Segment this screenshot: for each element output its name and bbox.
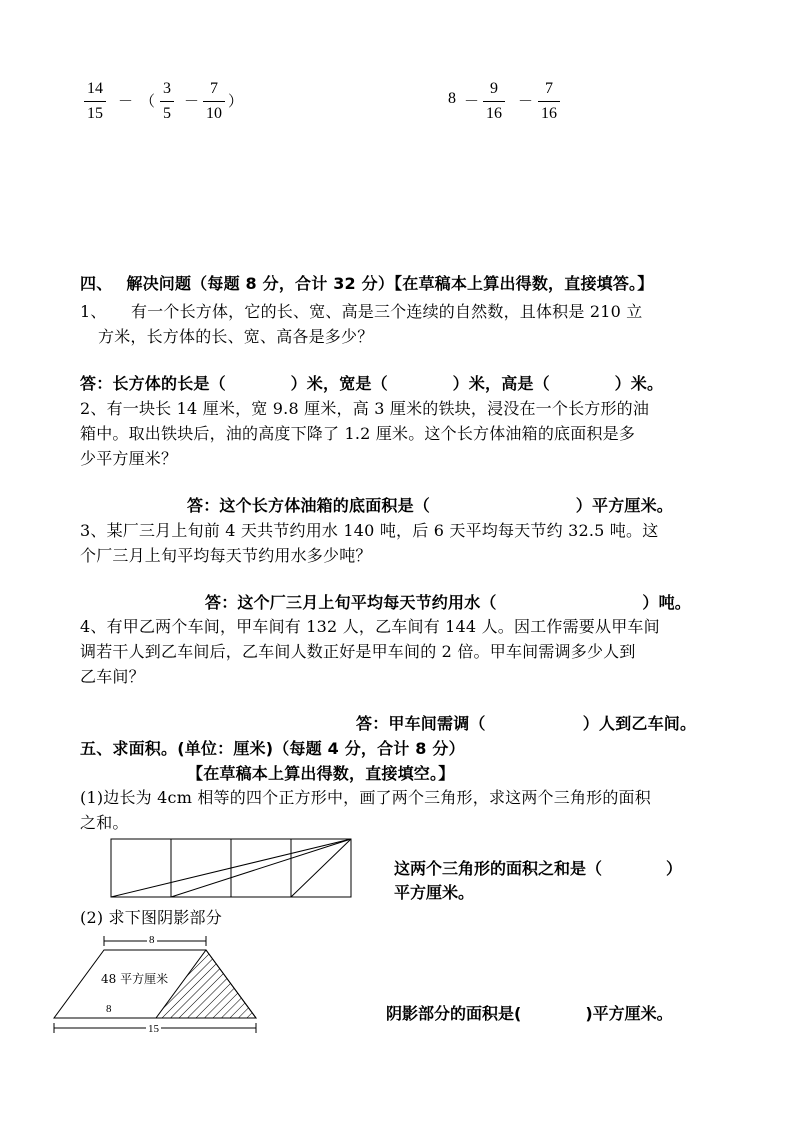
fraction-bar <box>483 101 505 102</box>
denominator: 16 <box>541 105 557 122</box>
p1-answer-line1: 这两个三角形的面积之和是（ ） <box>394 859 683 878</box>
q4-line1: 4、有甲乙两个车间，甲车间有 132 人，乙车间有 144 人。因工作需要从甲车间 <box>80 617 660 636</box>
numerator: 9 <box>490 80 498 97</box>
triangle-edge <box>291 839 351 897</box>
top-length-label: 8 <box>149 934 155 946</box>
numerator: 7 <box>545 80 553 97</box>
numerator: 7 <box>210 80 218 97</box>
section5-heading: 五、求面积。(单位：厘米)（每题 4 分，合计 8 分） <box>80 739 465 758</box>
fraction-3-5 <box>160 80 174 123</box>
fraction-bar <box>160 101 174 102</box>
bottom-length-label: 15 <box>148 1023 159 1035</box>
minus-sign: － <box>118 94 134 110</box>
fraction-14-15 <box>84 80 106 123</box>
fraction-7-16 <box>538 80 560 123</box>
numerator: 14 <box>87 80 103 97</box>
section5-subheading: 【在草稿本上算出得数，直接填空。】 <box>187 764 455 783</box>
left-paren: （ <box>140 94 156 110</box>
minus-sign: － <box>518 94 534 110</box>
q3-line1: 3、某厂三月上旬前 4 天共节约用水 140 吨，后 6 天平均每天节约 32.5 吨。这 <box>80 521 659 540</box>
q2-line2: 箱中。取出铁块后，油的高度下降了 1.2 厘米。这个长方体油箱的底面积是多 <box>80 424 636 443</box>
fraction-bar <box>203 101 225 102</box>
four-squares-figure <box>108 836 356 900</box>
q2-answer: 答：这个长方体油箱的底面积是（ ）平方厘米。 <box>187 496 674 515</box>
triangle-edge <box>171 839 351 897</box>
section4-heading: 四、 解决问题（每题 8 分，合计 32 分）【在草稿本上算出得数，直接填答。】 <box>80 274 654 293</box>
q3-answer: 答：这个厂三月上旬平均每天节约用水（ ）吨。 <box>205 593 692 612</box>
minus-sign: － <box>464 94 480 110</box>
fraction-bar <box>84 101 106 102</box>
whole-number: 8 <box>448 90 456 107</box>
q2-line3: 少平方厘米？ <box>80 449 178 468</box>
fraction-7-10 <box>203 80 225 123</box>
fraction-bar <box>538 101 560 102</box>
denominator: 15 <box>87 105 103 122</box>
q4-line3: 乙车间？ <box>80 667 145 686</box>
shaded-triangle <box>156 950 256 1018</box>
q1-line1: 1、 有一个长方体，它的长、宽、高是三个连续的自然数，且体积是 210 立 <box>80 302 643 321</box>
fraction-9-16 <box>483 80 505 123</box>
right-paren: ） <box>228 94 244 110</box>
denominator: 16 <box>486 105 502 122</box>
p2-answer: 阴影部分的面积是( )平方厘米。 <box>386 1004 673 1023</box>
q2-line1: 2、有一块长 14 厘米，宽 9.8 厘米，高 3 厘米的铁块，浸没在一个长方形的油 <box>80 399 650 418</box>
left-length-label: 8 <box>106 1003 112 1015</box>
area-label: 48 平方厘米 <box>101 972 169 986</box>
p1-line1: (1)边长为 4cm 相等的四个正方形中，画了两个三角形，求这两个三角形的面积 <box>80 788 651 807</box>
denominator: 5 <box>163 105 171 122</box>
q4-line2: 调若干人到乙车间后，乙车间人数正好是甲车间的 2 倍。甲车间需调多少人到 <box>80 642 636 661</box>
q4-answer: 答：甲车间需调（ ）人到乙车间。 <box>356 714 697 733</box>
p1-answer-line2: 平方厘米。 <box>394 883 475 902</box>
p1-line2: 之和。 <box>80 813 129 832</box>
denominator: 10 <box>206 105 222 122</box>
p2-label: (2) 求下图阴影部分 <box>80 908 222 927</box>
numerator: 3 <box>163 80 171 97</box>
q3-line2: 个厂三月上旬平均每天节约用水多少吨？ <box>80 546 372 565</box>
minus-sign: － <box>184 94 200 110</box>
q1-answer: 答：长方体的长是（ ）米，宽是（ ）米，高是（ ）米。 <box>80 374 664 393</box>
q1-line2: 方米，长方体的长、宽、高各是多少？ <box>98 327 374 346</box>
